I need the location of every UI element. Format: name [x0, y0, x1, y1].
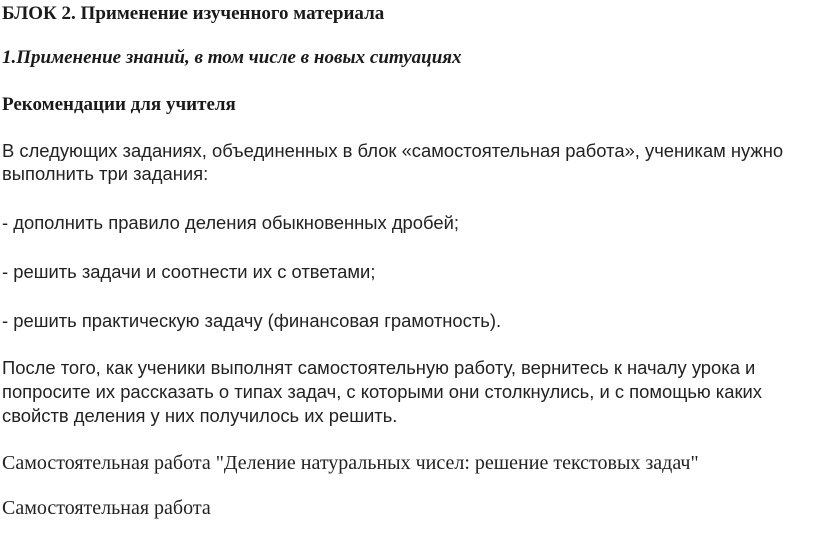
work-label: Самостоятельная работа: [2, 497, 211, 519]
after-paragraph-line-2: попросите их рассказать о типах задач, с которыми они столкнулись, и с помощью каких: [2, 381, 763, 402]
work-title: Самостоятельная работа "Деление натуральных чисел: решение текстовых задач": [2, 452, 699, 474]
teacher-heading: Рекомендации для учителя: [2, 94, 236, 115]
intro-paragraph-line-1: В следующих заданиях, объединенных в блок «самостоятельная работа», ученикам нужно: [2, 140, 784, 161]
task-item-1: - дополнить правило деления обыкновенных дробей;: [2, 212, 459, 233]
section-heading: 1.Применение знаний, в том числе в новых ситуациях: [2, 47, 462, 68]
task-item-2: - решить задачи и соотнести их с ответами;: [2, 261, 376, 282]
task-item-3: - решить практическую задачу (финансовая грамотность).: [2, 310, 502, 331]
block-title: БЛОК 2. Применение изученного материала: [2, 3, 385, 24]
after-paragraph-line-3: свойств деления у них получилось их решить.: [2, 405, 398, 426]
after-paragraph-line-1: После того, как ученики выполнят самостоятельную работу, вернитесь к началу урока и: [2, 357, 756, 378]
intro-paragraph-line-2: выполнить три задания:: [2, 163, 209, 184]
